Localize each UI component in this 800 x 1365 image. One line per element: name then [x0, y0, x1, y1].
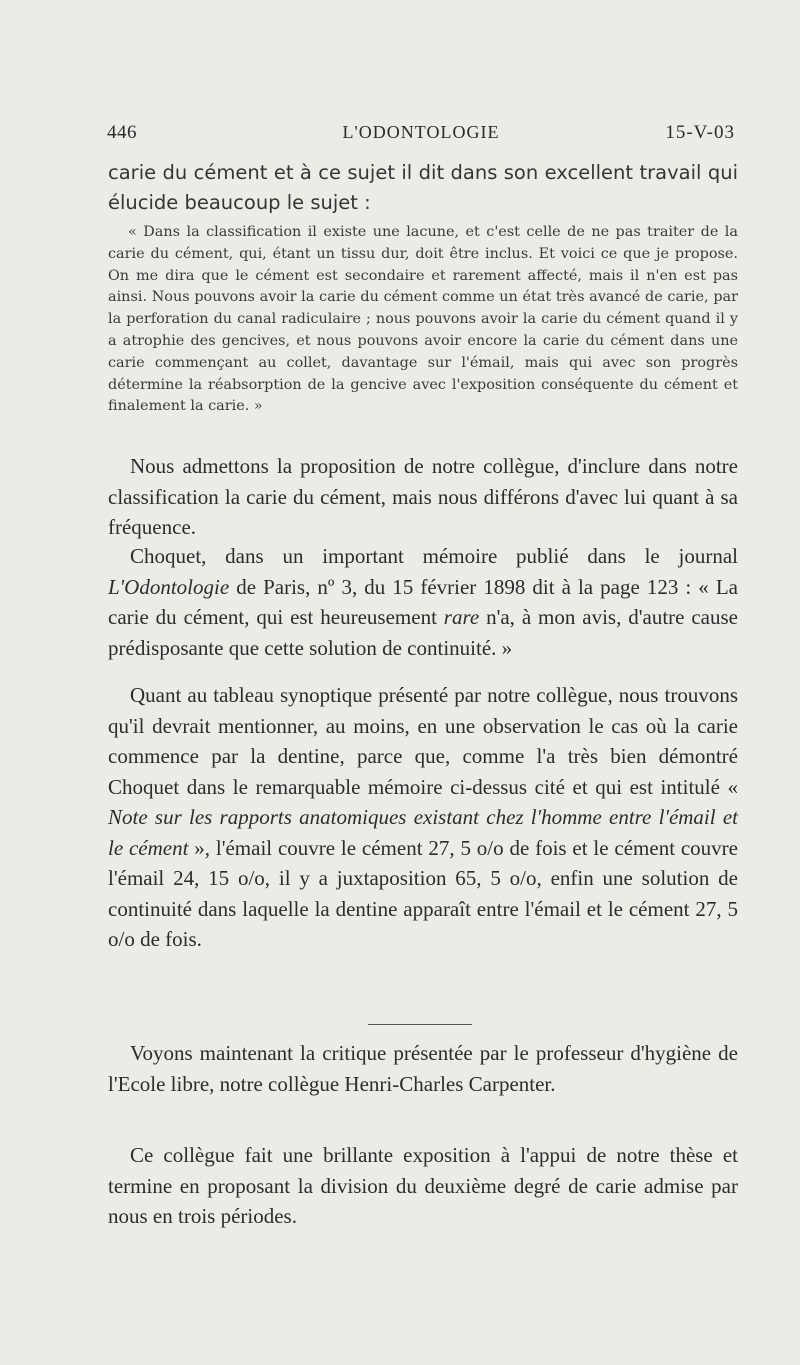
rare-italic: rare	[443, 605, 480, 629]
choquet-text-b: de Paris, nº 3, du 15 février 1898 dit à la page 123 : « La carie du cément, qui est heureusement	[108, 574, 738, 629]
journal-title: L'ODONTOLOGIE	[342, 122, 500, 142]
memoir-title-italic: Note sur les rapports anatomiques existant chez l'homme entre l'émail et le cément	[108, 805, 738, 860]
journal-name-italic: L'Odontologie	[108, 574, 230, 599]
paragraph-synoptic	[108, 680, 738, 955]
choquet-text-c: n'a, à mon avis, d'autre cause prédisposante que cette solution de continuité. »	[108, 605, 738, 660]
block-quote: « Dans la classification il existe une lacune, et c'est celle de ne pas traiter de la carie du cément, qui, étant un tissu dur, doit être inclus. Et voici ce que je propose. On me dira que le cément est secondaire et rarement affecté, mais il n'en est pas ainsi. Nous pouvons avoir la carie du cément comme un état très avancé de carie, par la perforation du canal radiculaire ; nous pouvons avoir la carie du cément quand il y a atrophie des gencives, et nous pouvons avoir encore la carie du cément dans une carie commençant au collet, davantage sur l'émail, mais qui avec son progrès détermine la réabsorption de la gencive avec l'exposition conséquente du cément et finalement la carie. »	[108, 224, 738, 415]
paragraph-choquet	[108, 541, 738, 663]
page-number: 446	[107, 122, 137, 143]
running-header	[107, 122, 735, 152]
choquet-text-a: Choquet, dans un important mémoire publié dans le journal	[130, 544, 738, 568]
intro-paragraph: carie du cément et à ce sujet il dit dans son excellent travail qui élucide beaucoup le sujet :	[108, 161, 738, 214]
paragraph-proposition	[108, 451, 738, 543]
issue-date: 15-V-03	[665, 122, 735, 143]
paragraph-synoptic-text	[108, 680, 738, 955]
synoptic-text-a: Quant au tableau synoptique présenté par notre collègue, nous trouvons qu'il devrait mentionner, au moins, en une observation le cas où la carie commence par la dentine, parce que, comme l'a très bien démontré Choquet dans le remarquable mémoire ci-dessus cité et qui est intitulé «	[108, 683, 738, 799]
synoptic-text-b: », l'émail couvre le cément 27, 5 o/o de fois et le cément couvre l'émail 24, 15 o/o, il y a juxtaposition 65, 5 o/o, enfin une solution de continuité dans laquelle la dentine apparaît entre l'émail et le cément 27, 5 o/o de fois.	[108, 835, 738, 951]
paragraph-exposition	[108, 1140, 738, 1232]
paragraph-carpenter	[108, 1038, 738, 1099]
paragraph-choquet-text	[108, 541, 738, 663]
paragraph-exposition-text: Ce collègue fait une brillante exposition à l'appui de notre thèse et termine en proposant la division du deuxième degré de carie admise par nous en trois périodes.	[108, 1143, 738, 1228]
paragraph-proposition-text: Nous admettons la proposition de notre collègue, d'inclure dans notre classification la carie du cément, mais nous différons d'avec lui quant à sa fréquence.	[108, 454, 738, 539]
paragraph-carpenter-text: Voyons maintenant la critique présentée par le professeur d'hygiène de l'Ecole libre, notre collègue Henri-Charles Carpenter.	[108, 1041, 738, 1096]
section-divider	[368, 1024, 472, 1025]
